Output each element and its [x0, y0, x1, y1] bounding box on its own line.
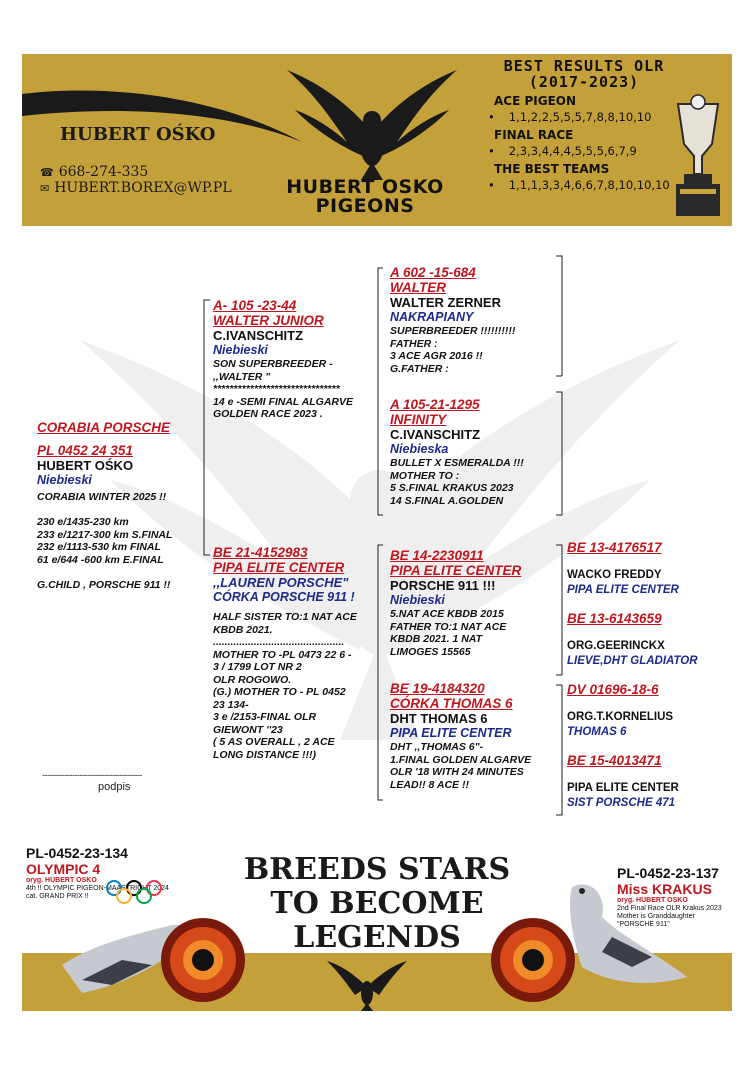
fm-color: Niebieska	[390, 442, 449, 456]
slogan-line-2: TO BECOME	[270, 886, 484, 921]
gen4-line1: ORG.T.KORNELIUS	[567, 711, 674, 723]
trophy-icon	[672, 94, 724, 219]
signature-label: podpis	[98, 781, 131, 793]
results-values-ace	[488, 110, 684, 124]
eagle-footer-icon	[327, 957, 407, 1011]
gen4-ring: BE 13-4176517	[567, 540, 662, 555]
father-breeder: C.IVANSCHITZ	[213, 328, 304, 343]
results-values: 1,1,2,2,5,5,5,7,8,8,10,10	[508, 110, 652, 124]
ff-name: WALTER	[390, 280, 446, 295]
email-address: HUBERT.BOREX@WP.PL	[54, 180, 232, 196]
signature-line: ----------------------------------------	[42, 770, 142, 780]
gen4-line1: ORG.GEERINCKX	[567, 640, 665, 652]
mf-notes: 5.NAT ACE KBDB 2015 FATHER TO:1 NAT ACE KBDB 2021. 1 NAT LIMOGES 15565	[390, 608, 507, 658]
father-notes: SON SUPERBREEDER - ,,WALTER " ******************************* 14 e -SEMI FINAL ALGARVE GOLDEN RACE 2023 .	[213, 358, 354, 420]
pedigree-chart	[0, 240, 754, 820]
gen4-ring: BE 15-4013471	[567, 753, 662, 768]
olympic-rings-icon	[104, 879, 164, 905]
paternal-grandmother-card	[390, 397, 555, 507]
gen4-line2: SIST PORSCHE 471	[567, 797, 676, 809]
mf-breeder: PORSCHE 911 !!!	[390, 578, 496, 593]
gen4-card-1	[567, 540, 747, 598]
header-banner	[22, 54, 732, 226]
right-bird-info	[617, 865, 729, 929]
right-bird-name: Miss KRAKUS	[617, 881, 712, 897]
results-years: (2017-2023)	[528, 73, 640, 91]
mf-color: Niebieski	[390, 593, 445, 607]
left-bird-breeder: oryg. HUBERT OSKO	[26, 877, 97, 884]
fm-notes: BULLET X ESMERALDA !!! MOTHER TO : 5 S.FINAL KRAKUS 2023 14 S.FINAL A.GOLDEN	[390, 457, 524, 507]
gen4-card-3	[567, 682, 747, 740]
results-values-final	[488, 144, 684, 158]
slogan	[222, 853, 532, 955]
results-title: BEST RESULTS OLR	[503, 57, 665, 75]
gen4-line2: THOMAS 6	[567, 726, 627, 738]
right-bird-breeder: oryg. HUBERT OSKO	[617, 897, 688, 904]
phone-number: 668-274-335	[58, 164, 149, 180]
mf-ring: BE 14-2230911	[390, 548, 484, 563]
left-bird-ring: PL-0452-23-134	[26, 845, 128, 861]
mm-breeder: DHT THOMAS 6	[390, 711, 488, 726]
maternal-grandfather-card	[390, 548, 555, 658]
ff-notes: SUPERBREEDER !!!!!!!!!! FATHER : 3 ACE AGR 2016 !! G.FATHER :	[390, 325, 516, 375]
mf-name: PIPA ELITE CENTER	[390, 563, 522, 578]
left-bird-note1: 4th !! OLYMPIC PIGEON-MAASTRICHT 2024	[26, 885, 169, 892]
email-contact	[40, 180, 232, 196]
results-heading-ace: ACE PIGEON	[494, 94, 577, 108]
slogan-line-1: BREEDS STARS	[243, 852, 511, 887]
ff-breeder: WALTER ZERNER	[390, 295, 501, 310]
father-color: Niebieski	[213, 343, 268, 357]
logo-line-2: PIGEONS	[315, 195, 415, 217]
mother-notes: HALF SISTER TO:1 NAT ACE KBDB 2021. ............................................. MOTHER TO -PL 0473 22 6 - 3 / 1799 LOT NR 2 OLR ROGOWO. (G.) MOTHER TO - PL 0452 23 134- 3 e /2153-FINAL OLR GIEWONT ''23 ( 5 AS OVERALL , 2 ACE LONG DISTANCE !!!)	[213, 611, 357, 761]
right-bird-note2: Mother is Granddaughter "PORSCHE 911"	[617, 913, 695, 928]
fm-ring: A 105-21-1295	[390, 397, 480, 412]
results-values: 2,3,3,4,4,4,5,5,5,6,7,9	[508, 144, 637, 158]
gen4-card-2	[567, 611, 747, 669]
bullet-icon: •	[488, 144, 495, 158]
subject-breeder: HUBERT OŚKO	[37, 458, 134, 473]
mm-ring: BE 19-4184320	[390, 681, 485, 696]
gen4-line1: WACKO FREDDY	[567, 569, 662, 581]
results-heading-final: FINAL RACE	[494, 128, 574, 142]
ff-ring: A 602 -15-684	[390, 265, 476, 280]
gen4-line2: PIPA ELITE CENTER	[567, 584, 679, 596]
left-bird-note2: cat. GRAND PRIX !!	[26, 893, 89, 900]
gen4-card-4	[567, 753, 747, 811]
subject-card	[37, 420, 207, 591]
mm-name: CÓRKA THOMAS 6	[390, 696, 513, 711]
subject-ring: PL 0452 24 351	[37, 443, 133, 458]
eagle-logo-icon	[287, 62, 457, 182]
maternal-grandmother-card	[390, 681, 555, 791]
mother-name: PIPA ELITE CENTER	[213, 560, 345, 575]
ff-color: NAKRAPIANY	[390, 310, 474, 324]
subject-notes: CORABIA WINTER 2025 !! 230 e/1435-230 km 233 e/1217-300 km S.FINAL 232 e/1113-530 km FINAL 61 e/644 -600 km E.FINAL G.CHILD , PORSCHE 911 !!	[37, 491, 173, 591]
subject-color: Niebieski	[37, 473, 92, 487]
paternal-grandfather-card	[390, 265, 555, 375]
mother-ring: BE 21-4152983	[213, 545, 308, 560]
fm-name: INFINITY	[390, 412, 447, 427]
mm-color: PIPA ELITE CENTER	[390, 726, 512, 740]
results-heading-teams: THE BEST TEAMS	[494, 162, 610, 176]
fm-breeder: C.IVANSCHITZ	[390, 427, 481, 442]
owner-name: HUBERT OŚKO	[60, 124, 216, 145]
mother-card	[213, 545, 378, 761]
mm-notes: DHT ,,THOMAS 6"- 1.FINAL GOLDEN ALGARVE OLR '18 WITH 24 MINUTES LEAD!! 8 ACE !!	[390, 741, 532, 791]
father-name: WALTER JUNIOR	[213, 313, 324, 328]
mother-subtitle: CÓRKA PORSCHE 911 !	[213, 590, 355, 604]
gen4-line1: PIPA ELITE CENTER	[567, 782, 679, 794]
mother-nickname: ,,LAUREN PORSCHE"	[213, 575, 349, 590]
bullet-icon: •	[488, 110, 495, 124]
bullet-icon: •	[488, 178, 495, 192]
gen4-line2: LIEVE,DHT GLADIATOR	[567, 655, 698, 667]
mail-icon: ✉	[40, 181, 50, 195]
phone-icon: ☎	[40, 165, 54, 179]
father-card	[213, 298, 378, 421]
right-bird-note1: 2nd Final Race OLR Krakus 2023	[617, 905, 722, 912]
father-ring: A- 105 -23-44	[213, 298, 297, 313]
left-bird-name: OLYMPIC 4	[26, 861, 101, 877]
phone-contact	[40, 164, 148, 180]
logo-title	[280, 178, 450, 216]
logo-line-1: HUBERT OSKO	[286, 176, 444, 198]
right-bird-ring: PL-0452-23-137	[617, 865, 719, 881]
results-values: 1,1,1,3,3,4,6,6,7,8,10,10,10	[508, 178, 670, 192]
footer-banner	[22, 835, 732, 1011]
gen4-ring: BE 13-6143659	[567, 611, 662, 626]
subject-name: CORABIA PORSCHE	[37, 420, 171, 435]
results-values-teams	[488, 178, 684, 192]
slogan-line-3: LEGENDS	[293, 920, 461, 955]
gen4-ring: DV 01696-18-6	[567, 682, 659, 697]
best-results	[484, 58, 684, 192]
